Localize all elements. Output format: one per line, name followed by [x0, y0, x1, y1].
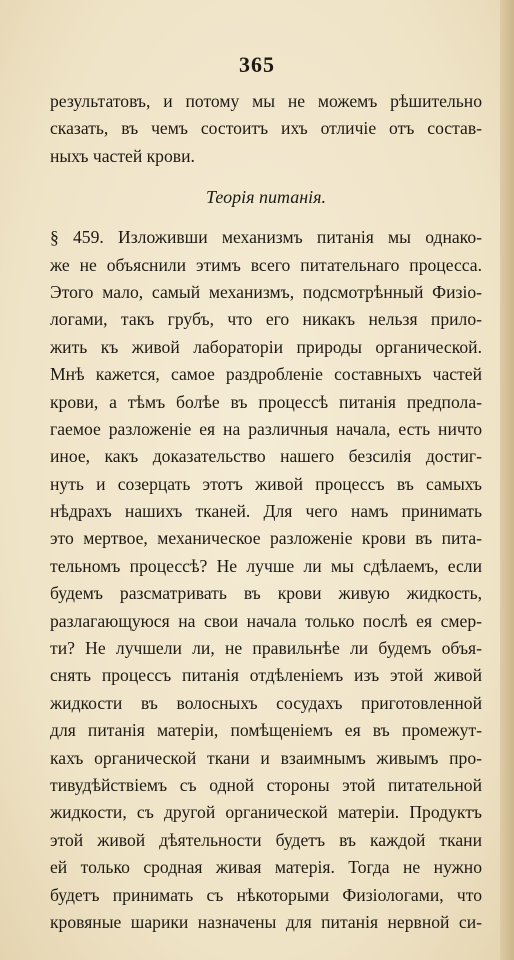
text-line: для питанія матеріи, помѣщеніемъ ея въ промежут- [50, 720, 482, 741]
text-line: жидкости, съ другой органической матеріи. Продуктъ [50, 802, 482, 823]
text-line: разлагающуюся на свои начала только послѣ ея смер- [50, 610, 482, 631]
text-line: Этого мало, самый механизмъ, подсмотрѣнный Физіо- [50, 281, 482, 302]
text-line: крови, а тѣмъ болѣе въ процессѣ питанія предпола- [50, 391, 482, 412]
text-line: кровяные шарики назначены для питанія нервной си- [50, 911, 482, 932]
text-line: снять процессъ питанія отдѣленіемъ изъ этой живой [50, 665, 482, 686]
text-line: это мертвое, механическое разложеніе крови въ пита- [50, 528, 482, 549]
text-line: ти? Не лучшели ли, не правильнѣе ли будемъ объя- [50, 638, 482, 659]
text-line: же не объяснили этимъ всего питательнаго процесса. [50, 254, 482, 275]
text-line: будетъ принимать съ нѣкоторыми Физіологами, что [50, 884, 482, 905]
text-line: логами, такъ грубъ, что его никакъ нельзя прило- [50, 309, 482, 330]
page-text [50, 88, 482, 936]
text-line: кахъ органической ткани и взаимнымъ живымъ про- [50, 747, 482, 768]
text-line: результатовъ, и потому мы не можемъ рѣшительно [50, 91, 482, 111]
text-line: жить къ живой лабораторіи природы органической. [50, 336, 482, 357]
text-line: ныхъ частей крови. [50, 145, 195, 166]
text-line: сказать, въ чемъ состоитъ ихъ отличіе отъ состав- [50, 118, 482, 139]
text-line: нуть и созерцать этотъ живой процессъ въ самыхъ [50, 473, 482, 494]
text-line: ей только сродная живая матерія. Тогда не нужно [50, 857, 482, 878]
text-line: тельномъ процессѣ? Не лучше ли мы сдѣлаемъ, если [50, 555, 482, 576]
text-line: этой живой дѣятельности будетъ въ каждой ткани [50, 829, 482, 850]
text-line: тивудѣйствіемъ съ одной стороны этой питательной [50, 774, 482, 795]
text-line: иное, какъ доказательство нашего безсилія достиг- [50, 446, 482, 467]
page-edge [500, 0, 514, 960]
text-line: жидкости въ волосныхъ сосудахъ приготовленной [50, 692, 482, 713]
text-line: нѣдрахъ нашихъ тканей. Для чего намъ принимать [50, 501, 482, 522]
section-heading: Теорія питанія. [206, 187, 326, 208]
text-line: § 459. Изложивши механизмъ питанія мы однако- [50, 227, 482, 248]
text-line: Мнѣ кажется, самое раздробленіе составныхъ частей [50, 364, 482, 385]
text-line: будемъ разсматривать въ крови живую жидкость, [50, 583, 482, 604]
text-line: гаемое разложеніе ея на различныя начала, есть ничто [50, 418, 482, 439]
page-number: 365 [239, 52, 275, 77]
